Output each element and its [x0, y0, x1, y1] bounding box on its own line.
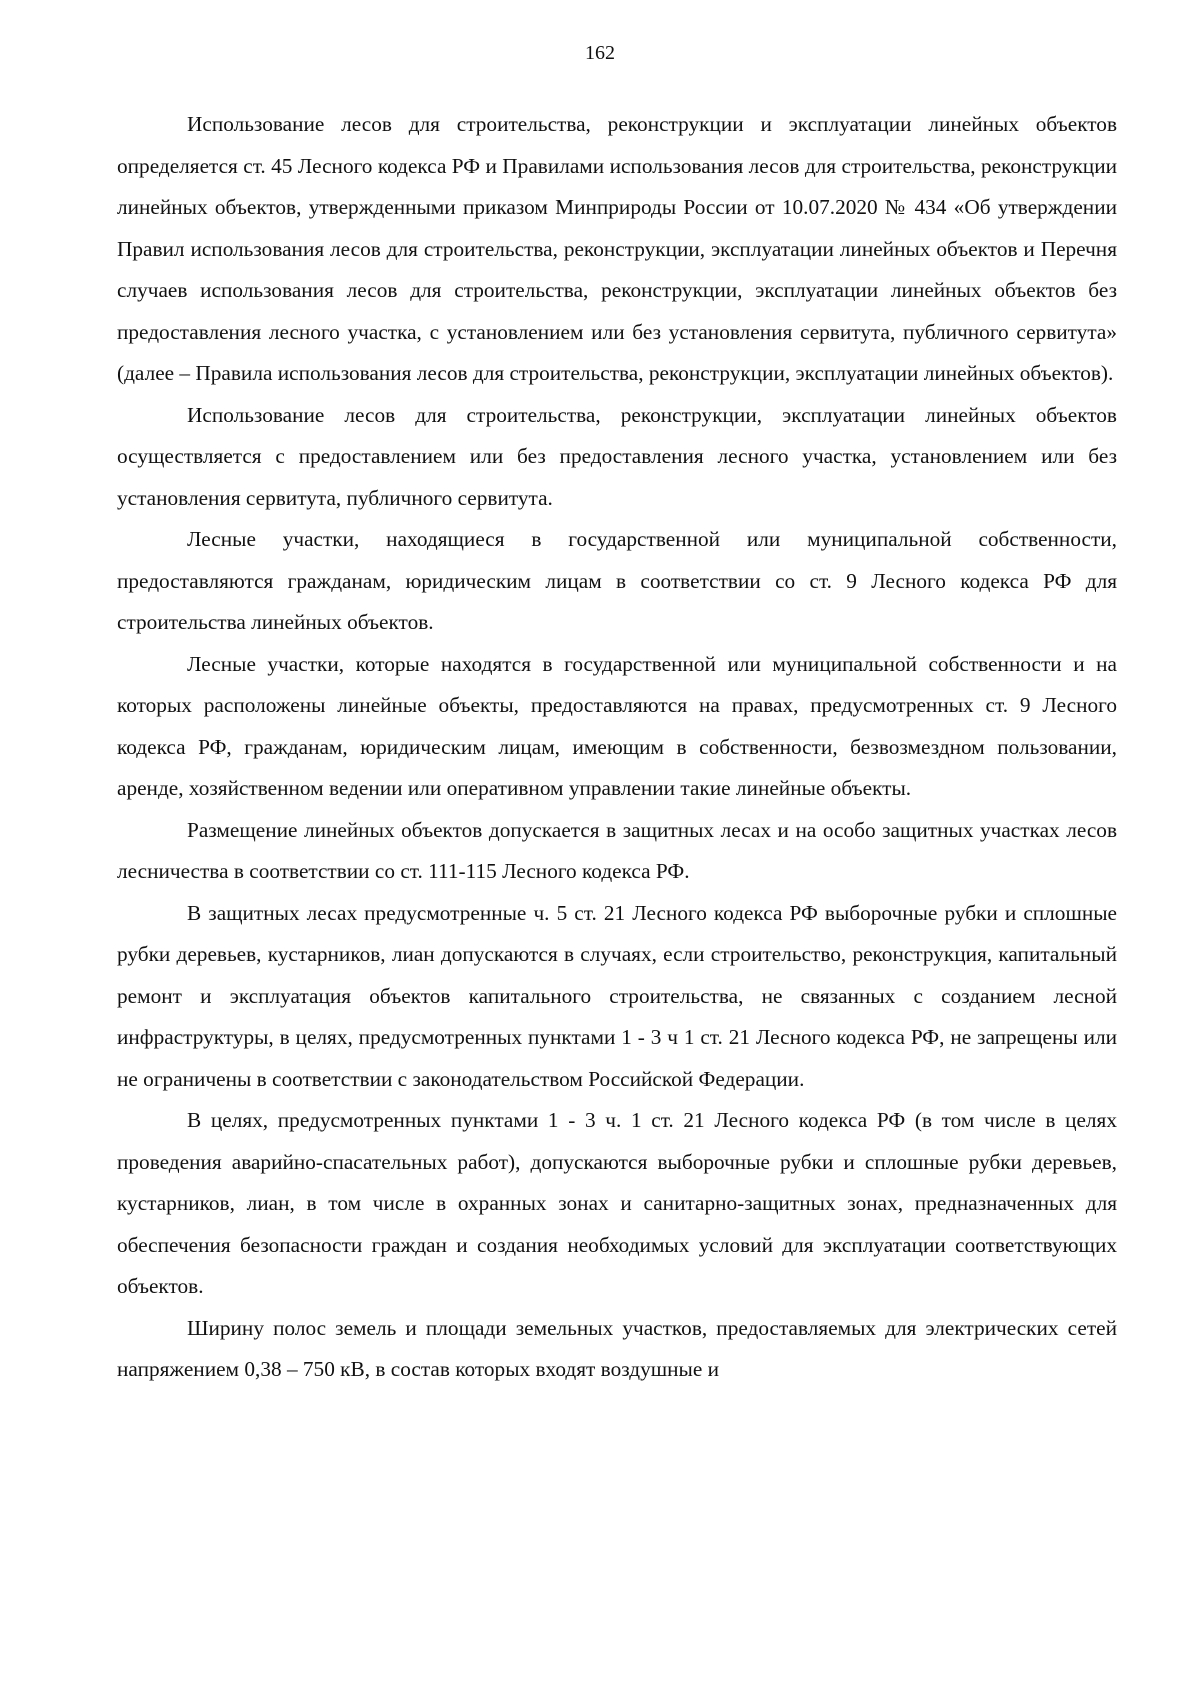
page-number: 162 [585, 42, 615, 64]
paragraph: Лесные участки, находящиеся в государственной или муниципальной собственности, предоставляются гражданам, юридическим лицам в соответствии со ст. 9 Лесного кодекса РФ для строительства линейных объектов. [117, 527, 1117, 634]
paragraph: В защитных лесах предусмотренные ч. 5 ст. 21 Лесного кодекса РФ выборочные рубки и сплошные рубки деревьев, кустарников, лиан допускаются в случаях, если строительство, реконструкция, капитальный ремонт и эксплуатация объектов капитального строительства, не связанных с созданием лесной инфраструктуры, в целях, предусмотренных пунктами 1 - 3 ч 1 ст. 21 Лесного кодекса РФ, не запрещены или не ограничены в соответствии с законодательством Российской Федерации. [117, 900, 1117, 1091]
paragraph: Использование лесов для строительства, реконструкции и эксплуатации линейных объектов определяется ст. 45 Лесного кодекса РФ и Правилами использования лесов для строительства, реконструкции линейных объектов, утвержденными приказом Минприроды России от 10.07.2020 № 434 «Об утверждении Правил использования лесов для строительства, реконструкции, эксплуатации линейных объектов и Перечня случаев использования лесов для строительства, реконструкции, эксплуатации линейных объектов без предоставления лесного участка, с установлением или без установления сервитута, публичного сервитута» (далее – Правила использования лесов для строительства, реконструкции, эксплуатации линейных объектов). [117, 112, 1117, 385]
paragraph: Использование лесов для строительства, реконструкции, эксплуатации линейных объектов осуществляется с предоставлением или без предоставления лесного участка, установлением или без установления сервитута, публичного сервитута. [117, 402, 1117, 510]
paragraph: В целях, предусмотренных пунктами 1 - 3 ч. 1 ст. 21 Лесного кодекса РФ (в том числе в целях проведения аварийно-спасательных работ), допускаются выборочные рубки и сплошные рубки деревьев, кустарников, лиан, в том числе в охранных зонах и санитарно-защитных зонах, предназначенных для обеспечения безопасности граждан и создания необходимых условий для эксплуатации соответствующих объектов. [117, 1108, 1117, 1298]
body-text [117, 104, 1117, 1391]
paragraph: Размещение линейных объектов допускается в защитных лесах и на особо защитных участках лесов лесничества в соответствии со ст. 111-115 Лесного кодекса РФ. [117, 817, 1117, 883]
paragraph: Лесные участки, которые находятся в государственной или муниципальной собственности и на которых расположены линейные объекты, предоставляются на правах, предусмотренных ст. 9 Лесного кодекса РФ, гражданам, юридическим лицам, имеющим в собственности, безвозмездном пользовании, аренде, хозяйственном ведении или оперативном управлении такие линейные объекты. [117, 651, 1117, 800]
paragraph: Ширину полос земель и площади земельных участков, предоставляемых для электрических сетей напряжением 0,38 – 750 кВ, в состав которых входят воздушные и [117, 1315, 1117, 1381]
